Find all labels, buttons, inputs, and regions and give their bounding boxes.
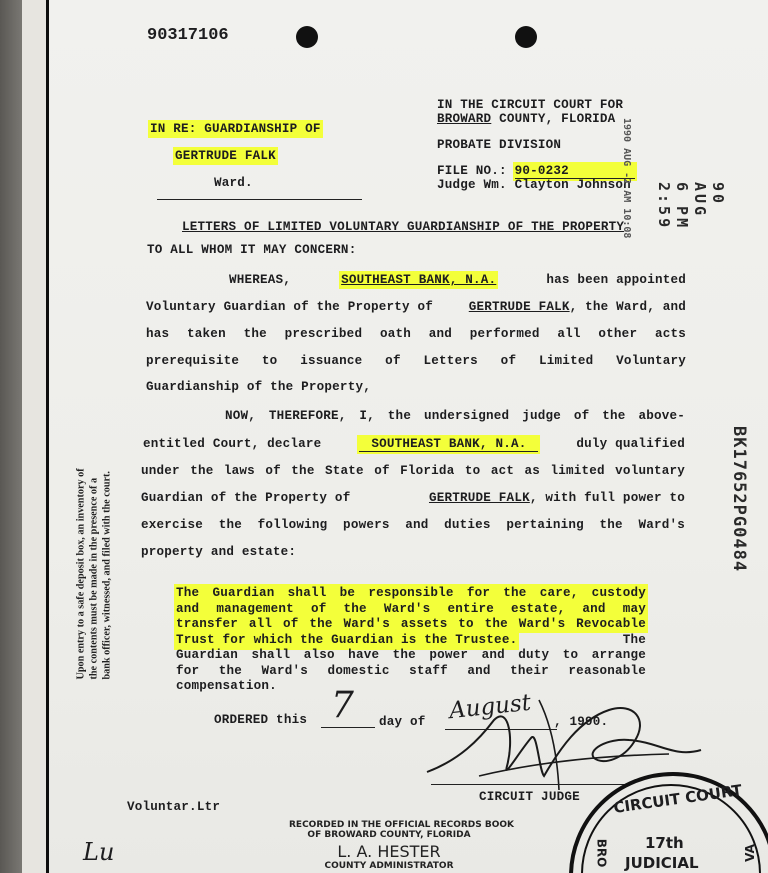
- now-line5: exercise the following powers and duties pertaining the Ward's: [141, 518, 685, 532]
- whereas-line3: has taken the prescribed oath and performed all other acts: [146, 327, 686, 341]
- caption-rule: [157, 199, 362, 200]
- day-of-label: day of: [379, 715, 426, 729]
- county-name: BROWARD: [437, 112, 492, 126]
- county-state: COUNTY, FLORIDA: [491, 112, 616, 126]
- recording-stamp: RECORDED IN THE OFFICIAL RECORDS BOOK OF BROWARD COUNTY, FLORIDA L. A. HESTER COUNTY ADMINISTRATOR: [289, 820, 515, 871]
- handwritten-day: 7: [331, 685, 354, 726]
- whereas-line1: [229, 273, 686, 287]
- ordered-year: , 1990.: [554, 715, 609, 729]
- seal-right-text: VA: [742, 844, 757, 862]
- seal-center-2: JUDICIAL: [625, 854, 699, 872]
- now-line4: Guardian of the Property of GERTRUDE FALK, with full power to: [141, 491, 685, 505]
- whereas-appointed: has been appointed: [546, 273, 686, 287]
- court-line1: IN THE CIRCUIT COURT FOR: [437, 98, 624, 112]
- now-line1: NOW, THEREFORE, I, the undersigned judge of the above-: [225, 409, 685, 423]
- margin-note: Upon entry to a safe deposit box, an inventory of the contents must be made in the presence of a bank officer, witnessed, and filed with the court.: [75, 468, 113, 680]
- whereas-line4: prerequisite to issuance of Letters of Limited Voluntary: [146, 354, 686, 368]
- seal-left-text: BRO: [594, 838, 609, 868]
- day-line: [321, 727, 375, 728]
- court-line2: [437, 112, 615, 126]
- whereas-line5: Guardianship of the Property,: [146, 380, 371, 394]
- whereas-line2: Voluntary Guardian of the Property of GERTRUDE FALK, the Ward, and: [146, 300, 686, 314]
- whereas-bank: SOUTHEAST BANK, N.A.: [341, 273, 497, 287]
- document-title: LETTERS OF LIMITED VOLUNTARY GUARDIANSHIP OF THE PROPERTY: [182, 220, 625, 234]
- handwritten-initials: Lu: [83, 838, 115, 866]
- punch-hole-right-icon: [515, 26, 537, 48]
- handwritten-month: August: [447, 689, 533, 725]
- whereas-lead: WHEREAS,: [229, 273, 292, 287]
- now-line6: property and estate:: [141, 545, 297, 559]
- ordered-label: ORDERED this: [214, 713, 308, 727]
- signature-line: [431, 784, 631, 785]
- file-number-value: 90-0232: [515, 164, 635, 179]
- powers-block: The Guardian shall be responsible for the care, custody and management of the Ward's entire estate, and may transfer all of the Ward's assets to the Ward's Revocable Trust for which the Guardian is the Trustee. The Guardian shall also have the power and duty to arrange for the Ward's domestic staff and their reasonable compensation.: [176, 586, 646, 693]
- time-stamp: 90 AUG 6 PM 2:59: [655, 182, 727, 231]
- document-page: [46, 0, 768, 873]
- punch-hole-left-icon: [296, 26, 318, 48]
- caption-ward-label: Ward.: [214, 176, 253, 190]
- seal-top-text: CIRCUIT COURT: [612, 781, 744, 817]
- caption-ward-name: GERTRUDE FALK: [175, 149, 276, 163]
- document-number: 90317106: [147, 26, 229, 45]
- seal-center-1: 17th: [645, 834, 684, 852]
- footer-code: Voluntar.Ltr: [127, 800, 221, 814]
- caption-in-re: IN RE: GUARDIANSHIP OF: [150, 122, 321, 136]
- file-label: FILE NO.:: [437, 164, 507, 178]
- book-page-stamp: BK17652PG0484: [729, 426, 749, 573]
- now-line2: entitled Court, declare SOUTHEAST BANK, N.A. duly qualified: [143, 437, 685, 451]
- salutation: TO ALL WHOM IT MAY CONCERN:: [147, 243, 357, 257]
- division: PROBATE DIVISION: [437, 138, 562, 152]
- judge-name: Judge Wm. Clayton Johnson: [437, 178, 631, 192]
- filed-stamp: 1990 AUG -2 AM 10:08: [621, 118, 632, 239]
- now-bank: SOUTHEAST BANK, N.A.: [359, 437, 538, 452]
- file-number: [437, 164, 635, 179]
- now-line3: under the laws of the State of Florida to act as limited voluntary: [141, 464, 685, 478]
- signature-label: CIRCUIT JUDGE: [479, 790, 580, 804]
